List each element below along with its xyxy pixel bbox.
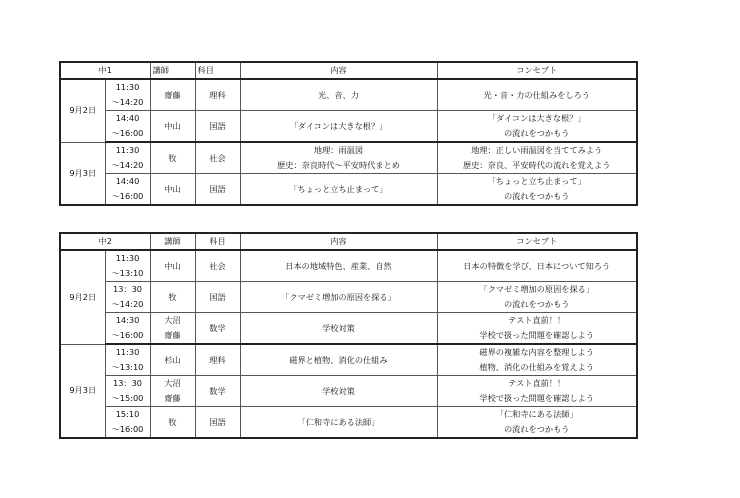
header-teacher: 講師 (150, 233, 195, 250)
schedule-table-grade1 (59, 61, 638, 206)
time-cell: 13：30 ～15:00 (105, 376, 150, 407)
subject-cell: 国語 (195, 174, 240, 206)
teacher-cell: 牧 (150, 282, 195, 313)
table-header-row (60, 62, 637, 79)
time-cell: 14:30 ～16:00 (105, 313, 150, 345)
table-row (60, 174, 637, 206)
time-cell: 11:30 ～13:10 (105, 250, 150, 282)
content-cell: 「クマゼミ増加の原因を探る」 (240, 282, 437, 313)
time-cell: 14:40 ～16:00 (105, 174, 150, 206)
teacher-cell: 大沼 齋藤 (150, 376, 195, 407)
date-cell: 9月3日 (60, 344, 105, 438)
subject-cell: 国語 (195, 111, 240, 143)
teacher-cell: 中山 (150, 174, 195, 206)
content-cell: 「ちょっと立ち止まって」 (240, 174, 437, 206)
content-cell: 磁界と植物、消化の仕組み (240, 344, 437, 376)
concept-cell: テスト直前！！ 学校で扱った問題を確認しよう (437, 376, 637, 407)
concept-cell: 「仁和寺にある法師」 の流れをつかもう (437, 407, 637, 439)
date-cell: 9月3日 (60, 142, 105, 205)
content-cell: 「仁和寺にある法師」 (240, 407, 437, 439)
table-row (60, 79, 637, 111)
table-row (60, 142, 637, 174)
grade-label: 中2 (60, 233, 150, 250)
header-subject: 科目 (195, 62, 240, 79)
table-row (60, 376, 637, 407)
concept-cell: 磁界の複雑な内容を整理しよう 植物、消化の仕組みを覚えよう (437, 344, 637, 376)
teacher-cell: 中山 (150, 111, 195, 143)
time-cell: 14:40 ～16:00 (105, 111, 150, 143)
subject-cell: 理科 (195, 344, 240, 376)
table-row (60, 111, 637, 143)
table-row (60, 313, 637, 345)
concept-cell: 「ダイコンは大きな根？」 の流れをつかもう (437, 111, 637, 143)
subject-cell: 数学 (195, 376, 240, 407)
header-subject: 科目 (195, 233, 240, 250)
header-concept: コンセプト (437, 62, 637, 79)
time-cell: 11:30 ～14:20 (105, 79, 150, 111)
subject-cell: 数学 (195, 313, 240, 345)
table-row (60, 282, 637, 313)
teacher-cell: 牧 (150, 142, 195, 174)
content-cell: 学校対策 (240, 313, 437, 345)
concept-cell: テスト直前！！ 学校で扱った問題を確認しよう (437, 313, 637, 345)
subject-cell: 国語 (195, 282, 240, 313)
table-header-row (60, 233, 637, 250)
concept-cell: 地理：正しい雨温図を当ててみよう 歴史：奈良、平安時代の流れを覚えよう (437, 142, 637, 174)
subject-cell: 社会 (195, 142, 240, 174)
time-cell: 11:30 ～14:20 (105, 142, 150, 174)
subject-cell: 国語 (195, 407, 240, 439)
grade-label: 中1 (60, 62, 150, 79)
concept-cell: 光・音・力の仕組みをしろう (437, 79, 637, 111)
teacher-cell: 齋藤 (150, 79, 195, 111)
time-cell: 11:30 ～13:10 (105, 344, 150, 376)
header-content: 内容 (240, 62, 437, 79)
subject-cell: 社会 (195, 250, 240, 282)
subject-cell: 理科 (195, 79, 240, 111)
concept-cell: 「クマゼミ増加の原因を探る」 の流れをつかもう (437, 282, 637, 313)
table-row (60, 407, 637, 439)
table-row (60, 250, 637, 282)
content-cell: 光、音、力 (240, 79, 437, 111)
table-row (60, 344, 637, 376)
teacher-cell: 杉山 (150, 344, 195, 376)
content-cell: 学校対策 (240, 376, 437, 407)
content-cell: 「ダイコンは大きな根？」 (240, 111, 437, 143)
concept-cell: 日本の特徴を学び、日本について知ろう (437, 250, 637, 282)
date-cell: 9月2日 (60, 250, 105, 344)
time-cell: 13：30 ～14:20 (105, 282, 150, 313)
teacher-cell: 大沼 齋藤 (150, 313, 195, 345)
content-cell: 日本の地域特色、産業、自然 (240, 250, 437, 282)
date-cell: 9月2日 (60, 79, 105, 142)
teacher-cell: 牧 (150, 407, 195, 439)
header-teacher: 講師 (150, 62, 195, 79)
header-concept: コンセプト (437, 233, 637, 250)
content-cell: 地理：雨温図 歴史：奈良時代～平安時代まとめ (240, 142, 437, 174)
time-cell: 15:10 ～16:00 (105, 407, 150, 439)
concept-cell: 「ちょっと立ち止まって」 の流れをつかもう (437, 174, 637, 206)
teacher-cell: 中山 (150, 250, 195, 282)
schedule-table-grade2 (59, 232, 638, 439)
header-content: 内容 (240, 233, 437, 250)
